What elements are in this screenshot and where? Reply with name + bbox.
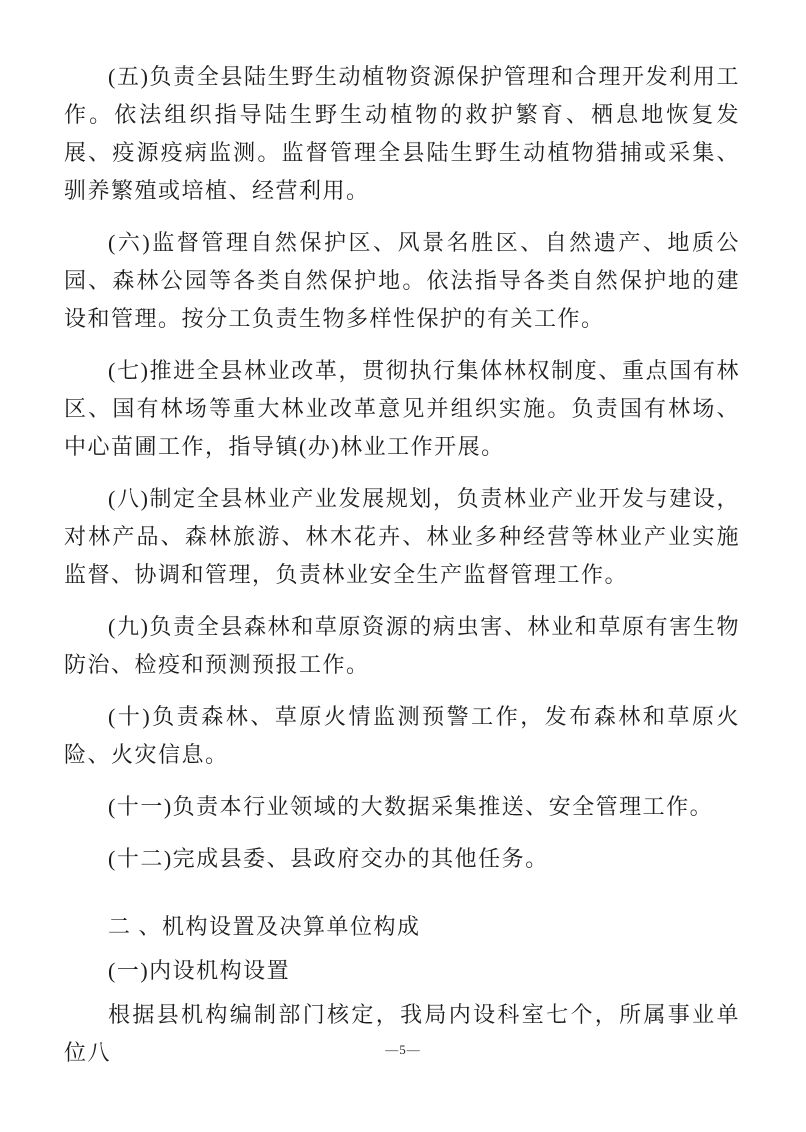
paragraph-duty-6: (六)监督管理自然保护区、风景名胜区、自然遗产、地质公园、森林公园等各类自然保护地。依法指导各类自然保护地的建设和管理。按分工负责生物多样性保护的有关工作。 bbox=[64, 230, 740, 331]
paragraph-duty-7: (七)推进全县林业改革，贯彻执行集体林权制度、重点国有林区、国有林场等重大林业改革意见并组织实施。负责国有林场、中心苗圃工作，指导镇(办)林业工作开展。 bbox=[64, 358, 740, 459]
page-footer bbox=[0, 1042, 806, 1058]
paragraph-duty-9: (九)负责全县森林和草原资源的病虫害、林业和草原有害生物防治、检疫和预测预报工作。 bbox=[64, 614, 740, 677]
paragraph-duty-10: (十)负责森林、草原火情监测预警工作，发布森林和草原火险、火灾信息。 bbox=[64, 704, 740, 767]
paragraph-duty-12: (十二)完成县委、县政府交办的其他任务。 bbox=[108, 846, 549, 871]
section-heading: 二 、机构设置及决算单位构成 bbox=[108, 914, 421, 939]
page-number: —5— bbox=[385, 1042, 421, 1057]
document-body bbox=[64, 58, 740, 1072]
paragraph-duty-5: (五)负责全县陆生野生动植物资源保护管理和合理开发利用工作。依法组织指导陆生野生动植物的救护繁育、栖息地恢复发展、疫源疫病监测。监督管理全县陆生野生动植物猎捕或采集、驯养繁殖或培植、经营利用。 bbox=[64, 64, 740, 203]
paragraph-duty-8: (八)制定全县林业产业发展规划，负责林业产业开发与建设，对林产品、森林旅游、林木花卉、林业多种经营等林业产业实施监督、协调和管理，负责林业安全生产监督管理工作。 bbox=[64, 486, 740, 587]
section-subheading: (一)内设机构设置 bbox=[108, 958, 291, 983]
paragraph-org-setup: 根据县机构编制部门核定，我局内设科室七个，所属事业单位八 bbox=[64, 1002, 740, 1065]
paragraph-duty-11: (十一)负责本行业领域的大数据采集推送、安全管理工作。 bbox=[108, 794, 714, 819]
